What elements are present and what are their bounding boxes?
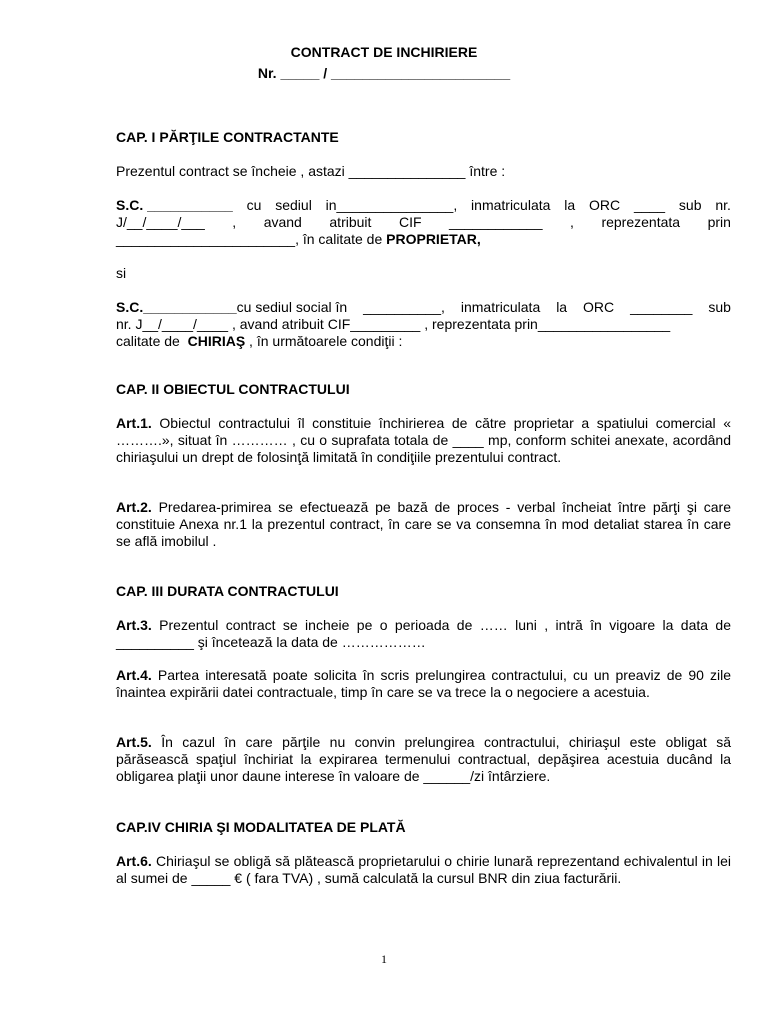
word: in_______________, xyxy=(325,197,458,213)
article-2-label: Art.2. xyxy=(116,499,152,515)
word: ________ xyxy=(630,299,693,315)
article-3-label: Art.3. xyxy=(116,617,152,633)
section-heading-cap4: CAP.IV CHIRIA ŞI MODALITATEA DE PLATĂ xyxy=(116,819,406,835)
article-4-text: Partea interesată poate solicita în scris prelungirea contractului, cu un preaviz de 90 zile înaintea expirării datei contractuale, timp în care se va trece la o negociere a acestuia. xyxy=(116,667,731,700)
article-2-text: Predarea-primirea se efectuează pe bază de proces - verbal încheiat între părţi şi care constituie Anexa nr.1 la prezentul contract, în care se va consemna în mod detaliat starea în care se află imobilul . xyxy=(116,499,731,549)
article-4 xyxy=(116,667,731,701)
party2-line3-text-b: , în următoarele condiţii : xyxy=(245,333,403,349)
article-6 xyxy=(116,853,731,887)
party1-line1 xyxy=(116,197,731,214)
party2-line2: nr. J__/____/____ , avand atribuit CIF_________ , reprezentata prin_________________ xyxy=(116,316,671,332)
word: inmatriculata xyxy=(471,197,551,213)
word: ____________ xyxy=(449,214,543,230)
word: reprezentata xyxy=(601,214,681,230)
party2-line1 xyxy=(116,299,731,316)
word: CIF xyxy=(398,214,422,230)
word: avand xyxy=(263,214,302,230)
word: __________, xyxy=(363,299,445,315)
party1-line2 xyxy=(116,214,731,231)
party2-line3 xyxy=(116,333,731,350)
word: inmatriculata xyxy=(460,299,541,315)
party1-line3 xyxy=(116,231,731,248)
page-number: 1 xyxy=(381,952,387,966)
word: cu sediul social în xyxy=(236,299,348,315)
word: sub xyxy=(708,299,731,315)
contract-number-line: Nr. _____ / _______________________ xyxy=(257,65,511,81)
word: J/__/____/___ xyxy=(116,214,205,230)
word: ORC xyxy=(583,299,615,315)
article-6-text: Chiriaşul se obligă să plătească proprietarului o chirie lunară reprezentand echivalentul in lei al sumei de _____ € ( fara TVA) , sumă calculată la cursul BNR din ziua facturării. xyxy=(116,853,731,886)
section-heading-cap2: CAP. II OBIECTUL CONTRACTULUI xyxy=(116,381,350,397)
word: , xyxy=(570,214,574,230)
article-4-label: Art.4. xyxy=(116,667,152,683)
article-3 xyxy=(116,617,731,651)
article-5-text: În cazul în care părţile nu convin prelungirea contractului, chiriaşul este obligat să părăsească spaţiul închiriat la expirarea termenului contractual, depăşirea acestuia ducând la obligarea plaţii unor daune interese în valoare de ______/zi întârziere. xyxy=(116,734,731,784)
article-1 xyxy=(116,415,731,466)
party2-role: CHIRIAŞ xyxy=(187,333,246,349)
article-3-text: Prezentul contract se incheie pe o perioada de …… luni , intră în vigoare la data de __________ şi încetează la data de ……………… xyxy=(116,617,731,650)
contract-title: CONTRACT DE INCHIRIERE xyxy=(290,44,478,60)
party1-sc: S.C. ___________ xyxy=(116,197,233,213)
word: la xyxy=(564,197,576,213)
word: ____ xyxy=(633,197,666,213)
section-heading-cap3: CAP. III DURATA CONTRACTULUI xyxy=(116,583,339,599)
article-1-text: Obiectul contractului îl constituie închirierea de către proprietar a spatiului comercial « ……….», situat în ………… , cu o suprafata totala de ____ mp, conform schitei anexate, acordând chiriaşului un drept de folosinţă limitată în condiţiile prezentului contract. xyxy=(116,415,731,465)
section-heading-cap1: CAP. I PĂRŢILE CONTRACTANTE xyxy=(116,129,339,145)
party2-line3-text-a: calitate de xyxy=(116,333,188,349)
article-5 xyxy=(116,734,731,785)
word: ORC xyxy=(588,197,621,213)
article-1-label: Art.1. xyxy=(116,415,152,431)
word: , xyxy=(232,214,237,230)
word: la xyxy=(556,299,568,315)
party1-role: PROPRIETAR, xyxy=(386,231,481,247)
si-text: si xyxy=(116,265,127,281)
word: sub xyxy=(678,197,702,213)
word: atribuit xyxy=(329,214,372,230)
article-6-label: Art.6. xyxy=(116,853,152,869)
word: cu xyxy=(246,197,262,213)
word: nr. xyxy=(715,197,731,213)
article-2 xyxy=(116,499,731,550)
party1-line3-text: _______________________, în calitate de xyxy=(116,231,387,247)
party2-sc: S.C.____________ xyxy=(116,299,237,315)
word: prin xyxy=(707,214,731,230)
article-5-label: Art.5. xyxy=(116,734,152,750)
intro-line: Prezentul contract se încheie , astazi _______________ între : xyxy=(116,163,506,179)
word: sediul xyxy=(275,197,312,213)
